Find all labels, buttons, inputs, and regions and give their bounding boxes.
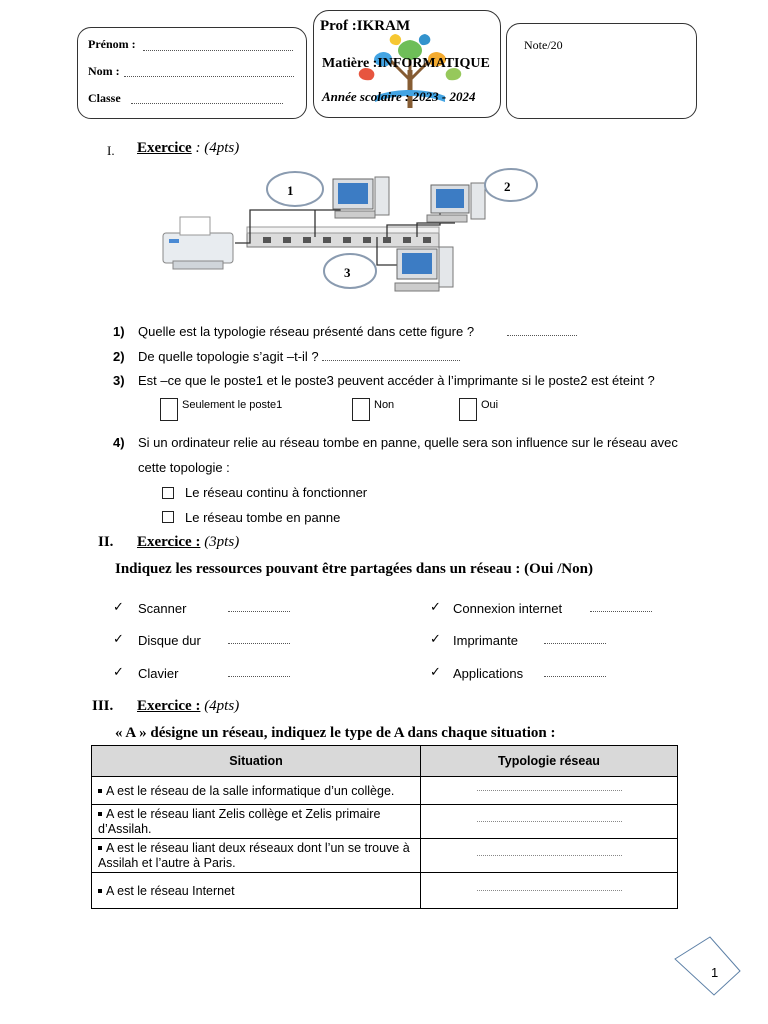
q3-number: 3) <box>113 373 125 388</box>
ex3-instruction: « A » désigne un réseau, indiquez le type de A dans chaque situation : <box>115 725 556 741</box>
answer-cell[interactable] <box>421 873 678 909</box>
q1-number: 1) <box>113 324 125 339</box>
q3-option1-label: Seulement le poste1 <box>182 399 283 411</box>
network-switch-icon <box>247 227 439 247</box>
q3-option3-label: Oui <box>481 399 499 411</box>
ex1-title <box>137 140 239 157</box>
q3-option2-label: Non <box>374 399 395 411</box>
subject: Matière :INFORMATIQUE <box>322 56 490 71</box>
q3-text: Est –ce que le poste1 et le poste3 peuvent accéder à l’imprimante si le poste2 est éteint ? <box>138 373 655 388</box>
q3-option2-checkbox[interactable] <box>352 398 370 421</box>
bus-network-diagram <box>155 165 555 300</box>
q3-option3-checkbox[interactable] <box>459 398 477 421</box>
situation-text: A est le réseau liant Zelis collège et Zelis primaire d’Assilah. <box>98 806 381 836</box>
resource-scanner-answer[interactable] <box>228 611 290 612</box>
q4-number: 4) <box>113 435 125 450</box>
q2-text: De quelle topologie s’agit –t-il ? <box>138 349 319 364</box>
ex3-points: (4pts) <box>204 698 240 714</box>
label-1: 1 <box>287 183 294 198</box>
label-2-bubble <box>485 169 537 201</box>
table-row <box>92 777 678 805</box>
resource-connexion-internet: Connexion internet <box>453 601 563 616</box>
resource-disque-dur-answer[interactable] <box>228 643 290 644</box>
computer-1-icon <box>333 177 389 218</box>
table-header-row <box>92 746 678 777</box>
computer-2-icon <box>427 183 485 222</box>
label-1-bubble <box>267 172 323 206</box>
grade-label: Note/20 <box>524 38 563 52</box>
check-icon: ✓ <box>113 631 124 646</box>
q2-answer-field[interactable] <box>322 360 460 361</box>
nom-label: Nom : <box>88 64 120 78</box>
school-year: Année scolaire : 2023 - 2024 <box>322 89 476 104</box>
prof-name: Prof :IKRAM <box>320 18 411 34</box>
resource-clavier-answer[interactable] <box>228 676 290 677</box>
resource-applications-answer[interactable] <box>544 676 606 677</box>
ex3-number: III. <box>92 698 114 714</box>
q4-option1-checkbox[interactable] <box>162 487 174 499</box>
situation-text: A est le réseau de la salle informatique d’un collège. <box>106 783 395 798</box>
resource-disque-dur: Disque dur <box>138 633 201 648</box>
col-situation: Situation <box>92 746 421 777</box>
page-number-shape <box>672 935 744 997</box>
classe-label: Classe <box>88 91 121 105</box>
col-typologie: Typologie réseau <box>421 746 678 777</box>
resource-imprimante: Imprimante <box>453 633 519 648</box>
ex3-title <box>137 698 239 715</box>
table-row <box>92 805 678 839</box>
answer-cell[interactable] <box>421 839 678 873</box>
ex2-title-text: Exercice : <box>137 534 201 550</box>
resource-scanner: Scanner <box>138 601 187 616</box>
label-2: 2 <box>504 179 511 194</box>
table-row <box>92 873 678 909</box>
ex1-points: : (4pts) <box>195 140 240 156</box>
check-icon: ✓ <box>430 631 441 646</box>
q2-number: 2) <box>113 349 125 364</box>
table-row <box>92 839 678 873</box>
situation-text: A est le réseau Internet <box>106 883 235 898</box>
label-3: 3 <box>344 265 351 280</box>
ex2-instruction: Indiquez les ressources pouvant être partagées dans un réseau : (Oui /Non) <box>115 561 593 577</box>
q4-option2-label: Le réseau tombe en panne <box>185 510 341 525</box>
q4-text-line2: cette topologie : <box>138 460 230 475</box>
check-icon: ✓ <box>430 599 441 614</box>
situation-text: A est le réseau liant deux réseaux dont l’un se trouve à Assilah et l’autre à Paris. <box>98 840 410 870</box>
ex3-title-text: Exercice : <box>137 698 201 714</box>
q4-text-line1: Si un ordinateur relie au réseau tombe en panne, quelle sera son influence sur le réseau avec <box>138 435 678 450</box>
resource-imprimante-answer[interactable] <box>544 643 606 644</box>
ex1-title-text: Exercice <box>137 140 192 156</box>
situation-table <box>91 745 678 909</box>
answer-cell[interactable] <box>421 777 678 805</box>
resource-applications: Applications <box>453 666 524 681</box>
ex2-title <box>137 534 239 551</box>
ex1-number: I. <box>107 143 115 158</box>
check-icon: ✓ <box>430 664 441 679</box>
answer-cell[interactable] <box>421 805 678 839</box>
q4-option1-label: Le réseau continu à fonctionner <box>185 485 368 500</box>
check-icon: ✓ <box>113 664 124 679</box>
prenom-label: Prénom : <box>88 37 136 51</box>
q1-answer-field[interactable] <box>507 335 577 336</box>
printer-icon <box>163 217 233 269</box>
resource-clavier: Clavier <box>138 666 179 681</box>
page-number: 1 <box>711 965 719 980</box>
q3-option1-checkbox[interactable] <box>160 398 178 421</box>
nom-field[interactable] <box>124 76 294 77</box>
q4-option2-checkbox[interactable] <box>162 511 174 523</box>
ex2-number: II. <box>98 534 114 550</box>
computer-3-icon <box>395 247 453 291</box>
prenom-field[interactable] <box>143 50 293 51</box>
resource-connexion-internet-answer[interactable] <box>590 611 652 612</box>
check-icon: ✓ <box>113 599 124 614</box>
ex2-points: (3pts) <box>204 534 240 550</box>
q1-text: Quelle est la typologie réseau présenté dans cette figure ? <box>138 324 475 339</box>
classe-field[interactable] <box>131 103 283 104</box>
